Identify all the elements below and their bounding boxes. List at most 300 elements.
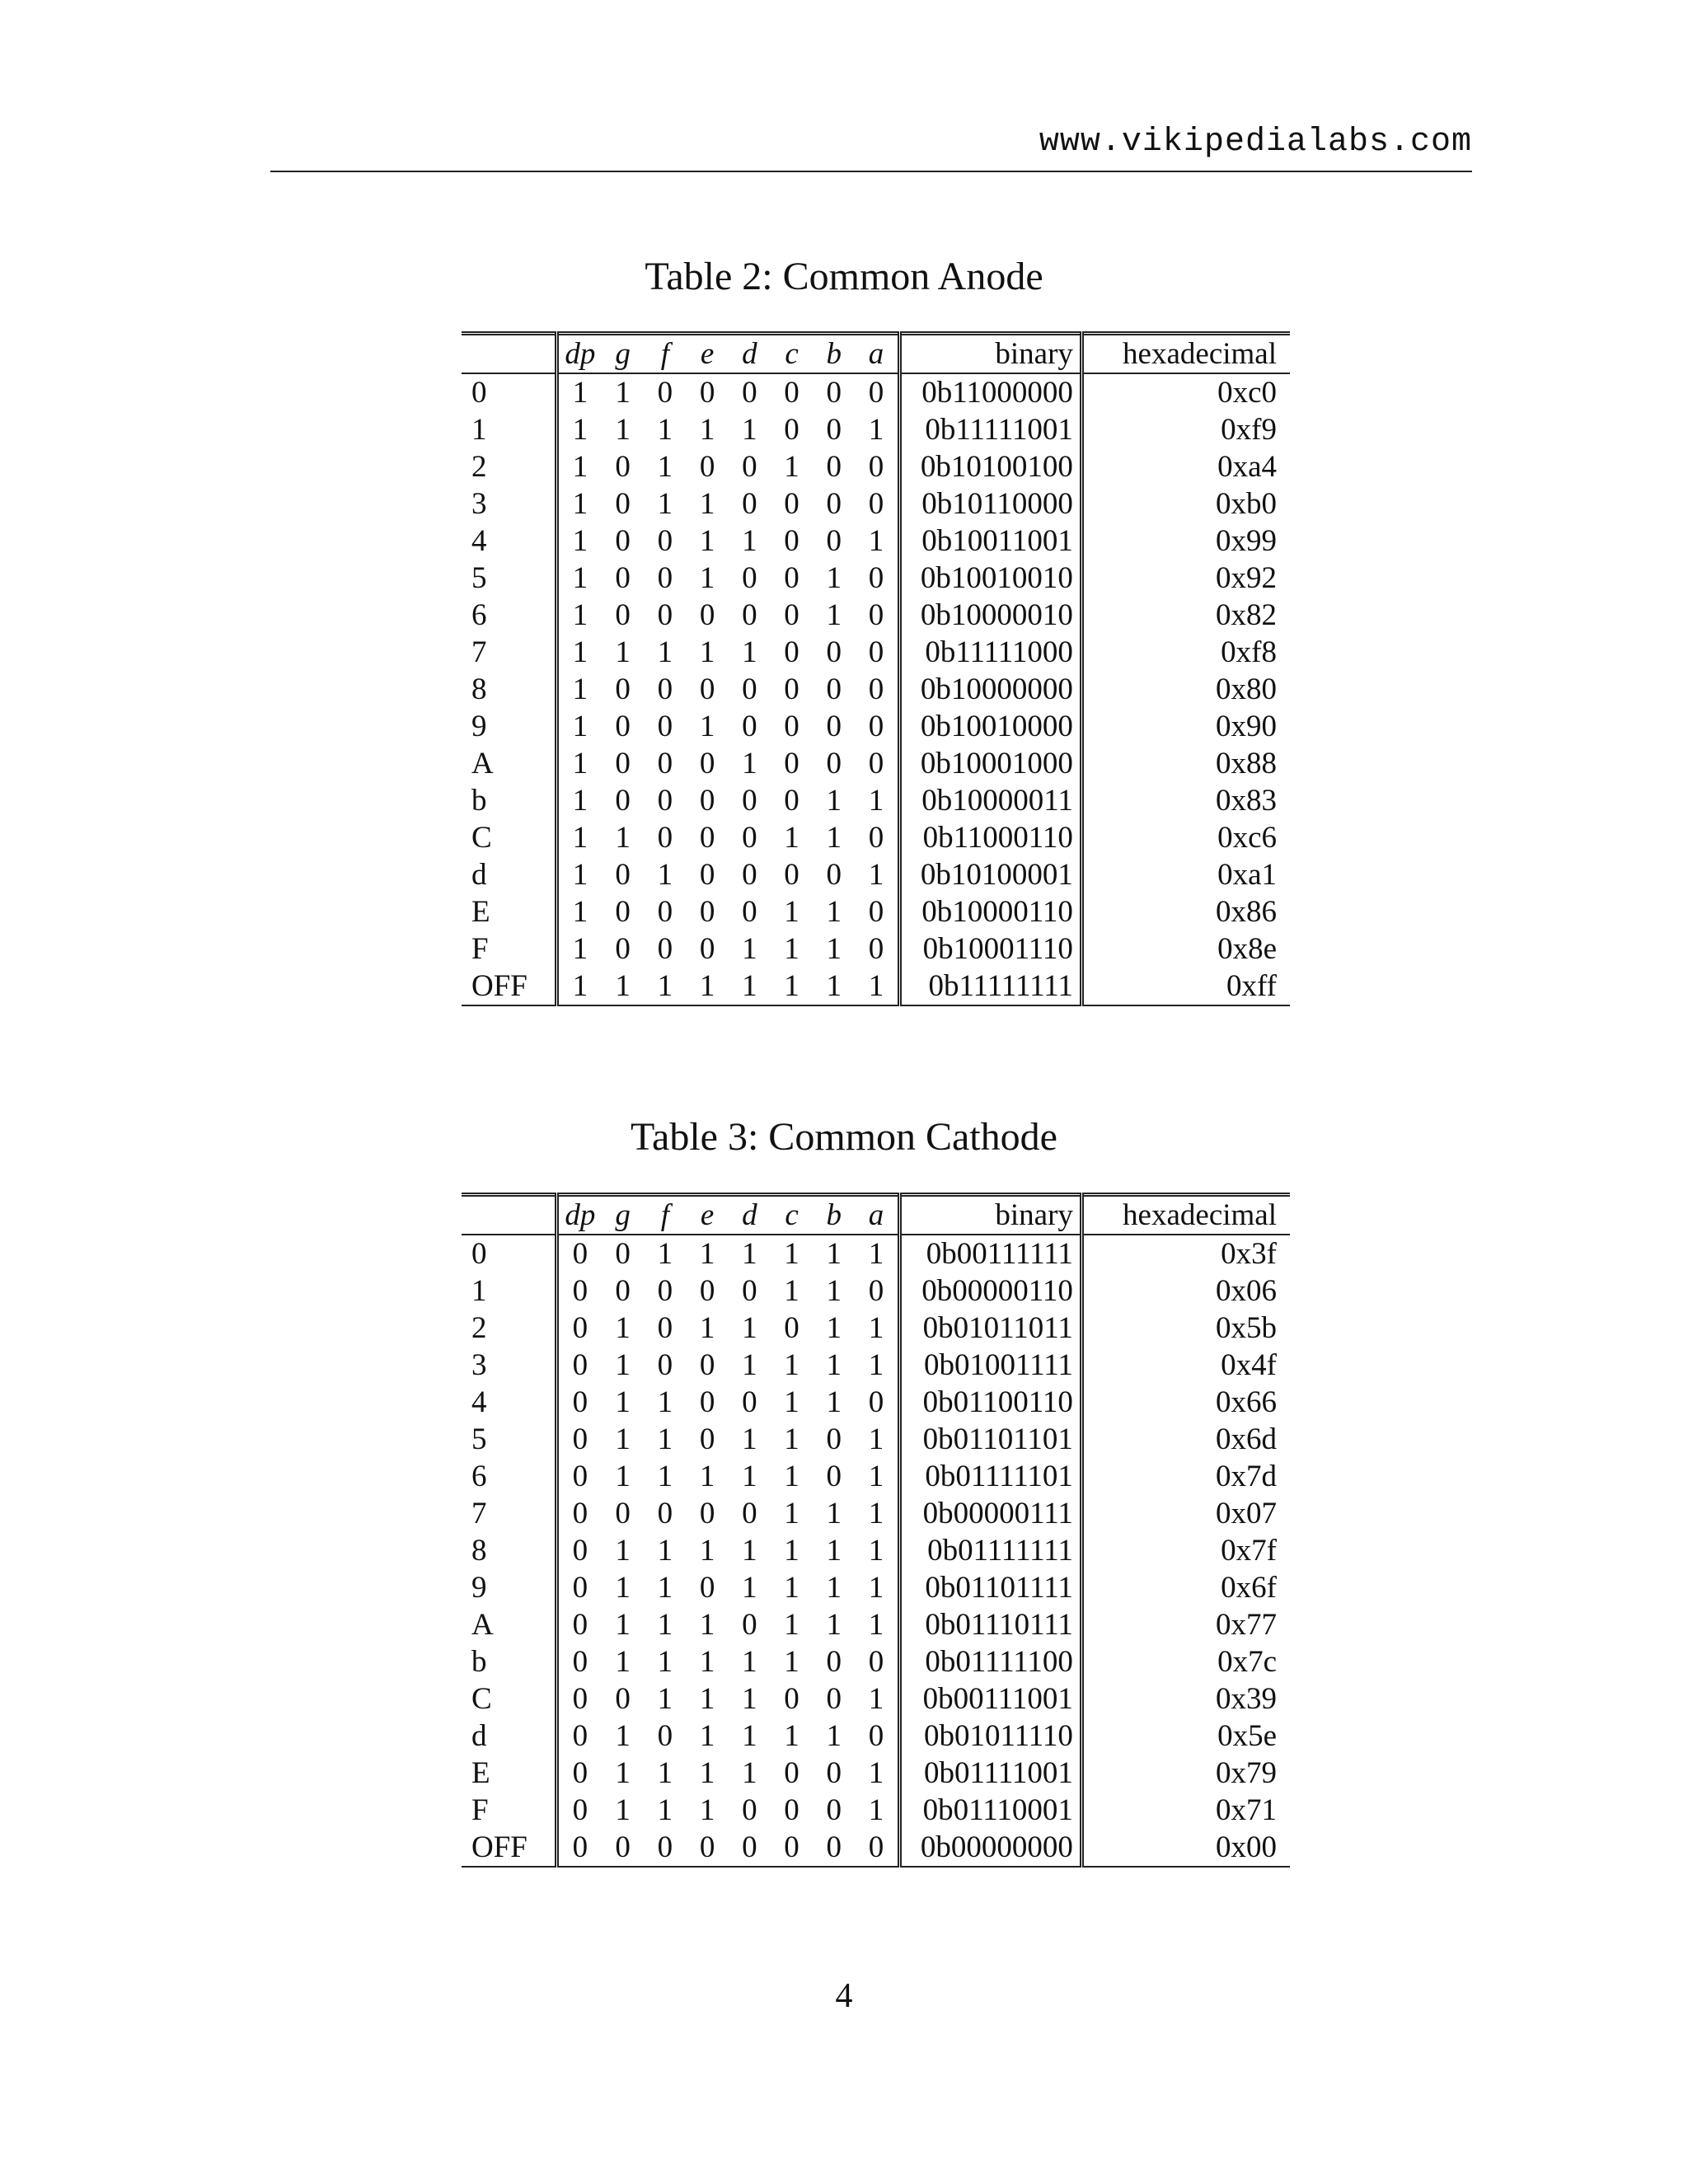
bit-cell: 0: [784, 1830, 799, 1864]
bit-cell: 0: [615, 487, 631, 521]
bit-cell: 0: [826, 635, 842, 669]
bit-cell: 1: [699, 635, 715, 669]
table-caption-common-anode: Table 2: Common Anode: [645, 255, 1043, 298]
bit-cell: 0: [784, 1682, 799, 1716]
bit-cell: 1: [657, 1385, 673, 1419]
bit-cell: 0: [657, 821, 673, 855]
hex-cell: 0x99: [1216, 524, 1277, 558]
bit-cell: 1: [826, 1348, 842, 1382]
bit-cell: 1: [572, 932, 588, 966]
binary-cell: 0b10110000: [899, 485, 1081, 523]
binary-cell: 0b00111001: [899, 1680, 1081, 1718]
bit-cell: 1: [572, 487, 588, 521]
bit-cell: 0: [826, 413, 842, 447]
bit-cell: 1: [855, 411, 899, 448]
row-label-cell: A: [462, 1606, 556, 1643]
table-row: [462, 1569, 1290, 1606]
bit-cell: 1: [784, 1571, 799, 1605]
bit-cell: 1: [572, 747, 588, 780]
row-label-cell: b: [462, 782, 556, 819]
bit-cell: 0: [699, 598, 715, 632]
bit-cell: 1: [742, 1422, 757, 1456]
bit-cell: 0: [657, 784, 673, 818]
bit-cell: 0: [699, 1571, 715, 1605]
hex-cell: 0x79: [1216, 1756, 1277, 1790]
table-row: [462, 819, 1290, 856]
binary-cell: 0b01100110: [899, 1384, 1081, 1421]
header-cell-bit: c: [785, 1198, 799, 1232]
header-cell-bit: dp: [565, 1198, 596, 1232]
hex-cell: 0x77: [1216, 1608, 1277, 1642]
bit-cell: 1: [855, 856, 899, 893]
bit-cell: 1: [615, 1608, 631, 1642]
table-body: [462, 1235, 1290, 1867]
row-label-cell: F: [462, 930, 556, 968]
bit-cell: 1: [615, 821, 631, 855]
bit-cell: 1: [784, 1460, 799, 1493]
bit-cell: 1: [615, 1793, 631, 1827]
table-row: [462, 634, 1290, 671]
binary-cell: 0b00000000: [899, 1829, 1081, 1867]
bit-cell: 1: [657, 1793, 673, 1827]
bit-cell: 1: [699, 487, 715, 521]
bit-cell: 1: [699, 1608, 715, 1642]
binary-cell: 0b11000110: [899, 819, 1081, 856]
table-caption-common-cathode: Table 3: Common Cathode: [631, 1115, 1057, 1159]
row-label-cell: 4: [462, 523, 556, 560]
bit-cell: 1: [826, 1571, 842, 1605]
bit-cell: 0: [742, 858, 757, 892]
bit-cell: 0: [784, 561, 799, 595]
bit-cell: 1: [615, 1385, 631, 1419]
bit-cell: 1: [855, 1569, 899, 1606]
bit-cell: 0: [855, 560, 899, 597]
bit-cell: 0: [826, 710, 842, 743]
bit-cell: 0: [615, 1682, 631, 1716]
table-row: [462, 411, 1290, 448]
bit-cell: 0: [742, 376, 757, 410]
bit-cell: 1: [699, 1534, 715, 1568]
bit-cell: 0: [572, 1422, 588, 1456]
bit-cell: 0: [784, 598, 799, 632]
row-label-cell: d: [462, 1718, 556, 1755]
bit-cell: 0: [572, 1460, 588, 1493]
bit-cell: 0: [742, 1830, 757, 1864]
bit-cell: 0: [742, 598, 757, 632]
row-label-cell: 5: [462, 560, 556, 597]
bit-cell: 1: [615, 1311, 631, 1345]
bit-cell: 0: [855, 485, 899, 523]
bit-cell: 1: [742, 1534, 757, 1568]
bit-cell: 1: [742, 1682, 757, 1716]
bit-cell: 0: [572, 1534, 588, 1568]
table-row: [462, 1235, 1290, 1272]
bit-cell: 1: [742, 1571, 757, 1605]
binary-cell: 0b10010010: [899, 560, 1081, 597]
binary-cell: 0b01011011: [899, 1310, 1081, 1347]
bit-cell: 1: [572, 969, 588, 1003]
bit-cell: 0: [826, 487, 842, 521]
binary-cell: 0b10011001: [899, 523, 1081, 560]
bit-cell: 1: [855, 1235, 899, 1272]
hex-cell: 0xa1: [1217, 858, 1277, 892]
bit-cell: 0: [615, 524, 631, 558]
binary-cell: 0b01111001: [899, 1755, 1081, 1792]
table-row: [462, 523, 1290, 560]
bit-cell: 1: [572, 598, 588, 632]
table-row: [462, 1310, 1290, 1347]
row-label-cell: d: [462, 856, 556, 893]
bit-cell: 1: [742, 1348, 757, 1382]
bit-cell: 0: [615, 1497, 631, 1530]
bit-cell: 0: [855, 893, 899, 930]
bit-cell: 0: [657, 1311, 673, 1345]
bit-cell: 0: [784, 858, 799, 892]
row-label-cell: 2: [462, 1310, 556, 1347]
hex-cell: 0xb0: [1216, 487, 1277, 521]
bit-cell: 0: [699, 1830, 715, 1864]
table-row: [462, 597, 1290, 634]
bit-cell: 0: [657, 376, 673, 410]
hex-cell: 0x00: [1216, 1830, 1277, 1864]
binary-cell: 0b10010000: [899, 708, 1081, 745]
bit-cell: 1: [784, 821, 799, 855]
table-row: [462, 1792, 1290, 1829]
hex-cell: 0x83: [1216, 784, 1277, 818]
bit-cell: 0: [572, 1756, 588, 1790]
hex-cell: 0xc6: [1217, 821, 1277, 855]
table-row: [462, 485, 1290, 523]
bit-cell: 1: [615, 1460, 631, 1493]
bit-cell: 0: [572, 1311, 588, 1345]
bit-cell: 1: [784, 1274, 799, 1308]
row-label-cell: 0: [462, 373, 556, 411]
bit-cell: 1: [657, 487, 673, 521]
bit-cell: 0: [826, 376, 842, 410]
hex-cell: 0xf8: [1221, 635, 1277, 669]
bit-cell: 0: [742, 673, 757, 706]
table-row: [462, 560, 1290, 597]
bit-cell: 0: [784, 710, 799, 743]
header-cell-bit: e: [700, 1198, 715, 1232]
row-label-cell: b: [462, 1643, 556, 1680]
bit-cell: 0: [572, 1645, 588, 1679]
bit-cell: 1: [826, 1608, 842, 1642]
bit-cell: 0: [742, 821, 757, 855]
bit-cell: 1: [826, 1237, 842, 1271]
table-row: [462, 1755, 1290, 1792]
row-label-cell: 5: [462, 1421, 556, 1458]
header-cell-bit: d: [742, 337, 757, 371]
bit-cell: 1: [826, 895, 842, 929]
header-cell-bit: dp: [565, 337, 596, 371]
common-anode-table-wrapper: [462, 331, 1290, 1006]
bit-cell: 1: [855, 1421, 899, 1458]
hex-cell: 0x92: [1216, 561, 1277, 595]
binary-cell: 0b10100001: [899, 856, 1081, 893]
bit-cell: 0: [615, 932, 631, 966]
bit-cell: 0: [615, 673, 631, 706]
bit-cell: 1: [742, 1237, 757, 1271]
row-label-cell: 3: [462, 485, 556, 523]
bit-cell: 0: [657, 932, 673, 966]
header-cell-bit: f: [660, 1198, 670, 1232]
bit-cell: 1: [826, 598, 842, 632]
header-rule: [270, 171, 1472, 172]
bit-cell: 1: [784, 1348, 799, 1382]
bit-cell: 0: [572, 1348, 588, 1382]
bit-cell: 1: [657, 1756, 673, 1790]
hex-cell: 0xff: [1226, 969, 1277, 1003]
bit-cell: 1: [657, 1460, 673, 1493]
bit-cell: 1: [784, 1237, 799, 1271]
bit-cell: 0: [826, 1793, 842, 1827]
bit-cell: 1: [657, 858, 673, 892]
row-label-cell: A: [462, 745, 556, 782]
bit-cell: 1: [742, 524, 757, 558]
bit-cell: 1: [615, 1719, 631, 1753]
bit-cell: 1: [657, 1608, 673, 1642]
bit-cell: 0: [742, 895, 757, 929]
hex-cell: 0x39: [1216, 1682, 1277, 1716]
bit-cell: 0: [784, 413, 799, 447]
bit-cell: 1: [572, 710, 588, 743]
table-body: [462, 373, 1290, 1005]
bit-cell: 1: [826, 1534, 842, 1568]
binary-cell: 0b01001111: [899, 1347, 1081, 1384]
bit-cell: 1: [572, 413, 588, 447]
hex-cell: 0x82: [1216, 598, 1277, 632]
binary-cell: 0b10001000: [899, 745, 1081, 782]
bit-cell: 0: [699, 1422, 715, 1456]
table-head: [462, 1195, 1290, 1235]
bit-cell: 1: [615, 1422, 631, 1456]
hex-cell: 0x71: [1216, 1793, 1277, 1827]
bit-cell: 1: [855, 1310, 899, 1347]
bit-cell: 1: [855, 1495, 899, 1532]
bit-cell: 0: [572, 1793, 588, 1827]
bit-cell: 1: [742, 1645, 757, 1679]
bit-cell: 0: [657, 1830, 673, 1864]
bit-cell: 1: [699, 1645, 715, 1679]
table-row: [462, 930, 1290, 968]
binary-cell: 0b10001110: [899, 930, 1081, 968]
bit-cell: 0: [784, 524, 799, 558]
bit-cell: 1: [657, 635, 673, 669]
bit-cell: 1: [572, 858, 588, 892]
bit-cell: 0: [826, 450, 842, 484]
bit-cell: 0: [699, 747, 715, 780]
binary-cell: 0b11111111: [899, 968, 1081, 1005]
binary-cell: 0b11111001: [899, 411, 1081, 448]
bit-cell: 1: [572, 635, 588, 669]
bit-cell: 0: [572, 1682, 588, 1716]
bit-cell: 0: [699, 858, 715, 892]
bit-cell: 1: [699, 1756, 715, 1790]
bit-cell: 1: [855, 1792, 899, 1829]
bit-cell: 1: [784, 1608, 799, 1642]
table-row: [462, 856, 1290, 893]
header-cell-label: [462, 1195, 556, 1235]
bit-cell: 0: [657, 895, 673, 929]
bit-cell: 1: [855, 1755, 899, 1792]
bit-cell: 0: [855, 448, 899, 485]
bit-cell: 0: [826, 1645, 842, 1679]
header-cell-bit: f: [660, 337, 670, 371]
bit-cell: 1: [826, 1385, 842, 1419]
bit-cell: 0: [826, 1830, 842, 1864]
row-label-cell: 7: [462, 1495, 556, 1532]
bit-cell: 1: [826, 1497, 842, 1530]
binary-cell: 0b00000110: [899, 1272, 1081, 1310]
bit-cell: 1: [784, 932, 799, 966]
table-row: [462, 1532, 1290, 1569]
bit-cell: 1: [657, 1422, 673, 1456]
bit-cell: 0: [855, 634, 899, 671]
bit-cell: 1: [657, 1645, 673, 1679]
row-label-cell: E: [462, 1755, 556, 1792]
bit-cell: 0: [657, 673, 673, 706]
header-cell-hex: hexadecimal: [1123, 337, 1277, 371]
bit-cell: 0: [826, 1682, 842, 1716]
bit-cell: 1: [742, 1460, 757, 1493]
binary-cell: 0b01111100: [899, 1643, 1081, 1680]
bit-cell: 1: [615, 969, 631, 1003]
row-label-cell: 8: [462, 671, 556, 708]
bit-cell: 0: [826, 747, 842, 780]
bit-cell: 0: [615, 1830, 631, 1864]
hex-cell: 0x88: [1216, 747, 1277, 780]
bit-cell: 1: [855, 782, 899, 819]
binary-cell: 0b01111101: [899, 1458, 1081, 1495]
common-anode-table: [462, 331, 1290, 1006]
bit-cell: 0: [657, 561, 673, 595]
table-row: [462, 1829, 1290, 1867]
bit-cell: 1: [784, 1422, 799, 1456]
header-cell-bit: c: [785, 337, 799, 371]
bit-cell: 1: [699, 1793, 715, 1827]
hex-cell: 0x7f: [1221, 1534, 1277, 1568]
header-cell-hex: hexadecimal: [1123, 1198, 1277, 1232]
bit-cell: 0: [699, 1348, 715, 1382]
row-label-cell: 6: [462, 1458, 556, 1495]
bit-cell: 0: [572, 1497, 588, 1530]
bit-cell: 0: [615, 710, 631, 743]
bit-cell: 0: [699, 1385, 715, 1419]
table-row: [462, 708, 1290, 745]
bit-cell: 0: [784, 1793, 799, 1827]
bit-cell: 1: [826, 784, 842, 818]
header-cell-bit: e: [700, 337, 715, 371]
bit-cell: 0: [572, 1719, 588, 1753]
bit-cell: 0: [657, 1497, 673, 1530]
table-row: [462, 1272, 1290, 1310]
bit-cell: 0: [855, 1829, 899, 1867]
header-cell-bit: g: [615, 1198, 631, 1232]
bit-cell: 1: [657, 1571, 673, 1605]
bit-cell: 0: [657, 1719, 673, 1753]
bit-cell: 0: [742, 1385, 757, 1419]
bit-cell: 0: [572, 1274, 588, 1308]
bit-cell: 0: [699, 784, 715, 818]
hex-cell: 0x3f: [1221, 1237, 1277, 1271]
bit-cell: 1: [826, 932, 842, 966]
bit-cell: 0: [742, 561, 757, 595]
bit-cell: 0: [784, 673, 799, 706]
row-label-cell: 8: [462, 1532, 556, 1569]
bit-cell: 0: [742, 1274, 757, 1308]
row-label-cell: 0: [462, 1235, 556, 1272]
binary-cell: 0b01110111: [899, 1606, 1081, 1643]
bit-cell: 1: [855, 1680, 899, 1718]
hex-cell: 0x07: [1216, 1497, 1277, 1530]
bit-cell: 0: [699, 1274, 715, 1308]
bit-cell: 0: [826, 1756, 842, 1790]
binary-cell: 0b10000110: [899, 893, 1081, 930]
bit-cell: 1: [826, 1719, 842, 1753]
bit-cell: 0: [855, 373, 899, 411]
bit-cell: 1: [615, 1534, 631, 1568]
bit-cell: 1: [855, 1347, 899, 1384]
bit-cell: 0: [826, 673, 842, 706]
bit-cell: 0: [699, 895, 715, 929]
header-row: [462, 1195, 1290, 1235]
row-label-cell: OFF: [462, 1829, 556, 1867]
bit-cell: 1: [572, 376, 588, 410]
hex-cell: 0x5b: [1216, 1311, 1277, 1345]
bit-cell: 0: [855, 819, 899, 856]
row-label-cell: F: [462, 1792, 556, 1829]
bit-cell: 0: [615, 561, 631, 595]
bit-cell: 0: [572, 1830, 588, 1864]
row-label-cell: 9: [462, 708, 556, 745]
bit-cell: 1: [855, 968, 899, 1005]
bit-cell: 1: [784, 1719, 799, 1753]
bit-cell: 0: [657, 1274, 673, 1308]
bit-cell: 1: [572, 673, 588, 706]
binary-cell: 0b10100100: [899, 448, 1081, 485]
hex-cell: 0x6d: [1216, 1422, 1277, 1456]
row-label-cell: E: [462, 893, 556, 930]
bit-cell: 1: [784, 969, 799, 1003]
bit-cell: 0: [657, 598, 673, 632]
bit-cell: 0: [657, 710, 673, 743]
binary-cell: 0b01101111: [899, 1569, 1081, 1606]
bit-cell: 1: [615, 1571, 631, 1605]
binary-cell: 0b00111111: [899, 1235, 1081, 1272]
row-label-cell: 3: [462, 1347, 556, 1384]
bit-cell: 0: [826, 1460, 842, 1493]
bit-cell: 1: [699, 1460, 715, 1493]
bit-cell: 1: [572, 895, 588, 929]
header-cell-bit: g: [615, 337, 631, 371]
table-row: [462, 1384, 1290, 1421]
bit-cell: 1: [572, 561, 588, 595]
bit-cell: 1: [742, 1311, 757, 1345]
header-cell-binary: binary: [899, 334, 1081, 374]
bit-cell: 0: [855, 1718, 899, 1755]
bit-cell: 0: [784, 635, 799, 669]
header-cell-bit: a: [855, 334, 899, 374]
table-head: [462, 334, 1290, 374]
table-row: [462, 1495, 1290, 1532]
bit-cell: 1: [784, 1385, 799, 1419]
bit-cell: 0: [855, 745, 899, 782]
hex-cell: 0x90: [1216, 710, 1277, 743]
bit-cell: 1: [826, 1311, 842, 1345]
bit-cell: 0: [855, 1384, 899, 1421]
bit-cell: 1: [615, 635, 631, 669]
